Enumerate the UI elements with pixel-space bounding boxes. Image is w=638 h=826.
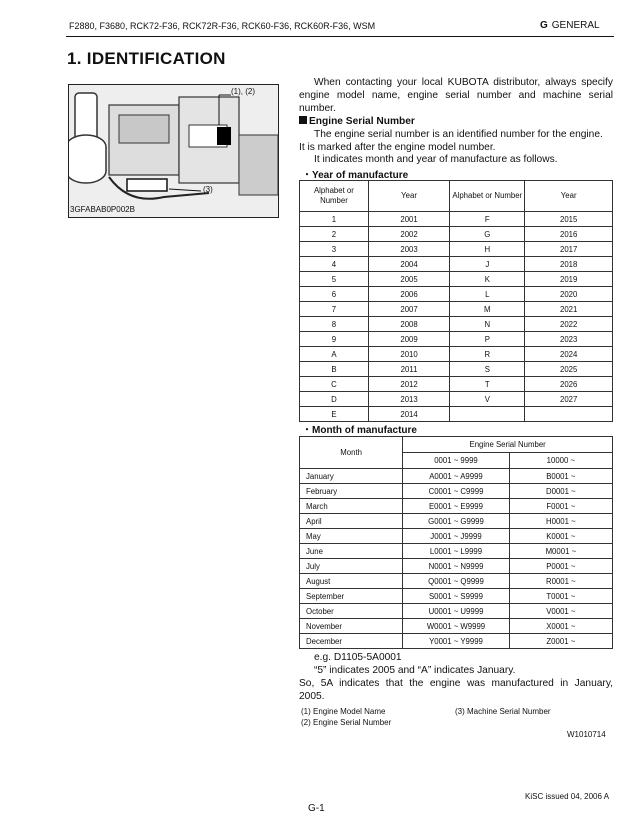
- year-table-row: [300, 407, 613, 422]
- month-name-cell: May: [300, 529, 403, 544]
- year-table-cell: 5: [300, 272, 369, 287]
- year-table-cell: 2013: [368, 392, 449, 407]
- year-table-cell: L: [450, 287, 525, 302]
- document-code: W1010714: [567, 730, 606, 739]
- header-models: F2880, F3680, RCK72-F36, RCK72R-F36, RCK60-F36, RCK60R-F36, WSM: [69, 21, 376, 31]
- year-table-cell: 2017: [525, 242, 613, 257]
- year-table-row: [300, 362, 613, 377]
- callout-3: (3): [203, 185, 213, 194]
- bullet-icon: ・: [302, 170, 312, 181]
- year-table-cell: 4: [300, 257, 369, 272]
- year-table-cell: 2025: [525, 362, 613, 377]
- square-bullet-icon: [299, 116, 307, 124]
- year-table-cell: 2012: [368, 377, 449, 392]
- year-table-cell: 2009: [368, 332, 449, 347]
- year-table-cell: 2016: [525, 227, 613, 242]
- year-heading-text: Year of manufacture: [312, 170, 409, 181]
- header-section: [540, 20, 600, 31]
- serial-range-cell: U0001 ~ U9999: [403, 604, 509, 619]
- month-name-cell: June: [300, 544, 403, 559]
- year-table-cell: 2020: [525, 287, 613, 302]
- serial-range-cell: Q0001 ~ Q9999: [403, 574, 509, 589]
- section-name: GENERAL: [551, 20, 600, 31]
- month-name-cell: November: [300, 619, 403, 634]
- year-col-header-3: Alphabet or Number: [450, 181, 525, 212]
- month-name-cell: March: [300, 499, 403, 514]
- year-table: [299, 180, 613, 422]
- legend-item-1: (1) Engine Model Name: [301, 707, 386, 716]
- year-table-row: [300, 332, 613, 347]
- year-table-cell: 2001: [368, 212, 449, 227]
- year-table-cell: 2014: [368, 407, 449, 422]
- month-name-cell: January: [300, 469, 403, 484]
- serial-range-cell: L0001 ~ L9999: [403, 544, 509, 559]
- example-line-1: e.g. D1105-5A0001: [314, 652, 402, 663]
- month-table-row: [300, 484, 613, 499]
- engine-serial-heading: [299, 115, 415, 128]
- serial-range-cell: Z0001 ~: [509, 634, 612, 649]
- month-name-cell: December: [300, 634, 403, 649]
- year-table-row: [300, 302, 613, 317]
- year-table-row: [300, 242, 613, 257]
- year-table-row: [300, 287, 613, 302]
- month-heading-text: Month of manufacture: [312, 425, 417, 436]
- year-table-cell: 2024: [525, 347, 613, 362]
- year-table-cell: 2003: [368, 242, 449, 257]
- year-table-cell: 2002: [368, 227, 449, 242]
- year-table-cell: 3: [300, 242, 369, 257]
- year-table-cell: A: [300, 347, 369, 362]
- legend-item-2: (2) Engine Serial Number: [301, 718, 392, 727]
- range-header-2: 10000 ~: [509, 453, 612, 469]
- engine-serial-heading-text: Engine Serial Number: [309, 116, 415, 127]
- year-table-cell: 2007: [368, 302, 449, 317]
- year-table-cell: 2006: [368, 287, 449, 302]
- year-table-row: [300, 212, 613, 227]
- month-name-cell: February: [300, 484, 403, 499]
- serial-range-cell: M0001 ~: [509, 544, 612, 559]
- serial-range-cell: P0001 ~: [509, 559, 612, 574]
- month-name-cell: September: [300, 589, 403, 604]
- month-table-row: [300, 499, 613, 514]
- year-table-cell: [450, 407, 525, 422]
- year-table-cell: T: [450, 377, 525, 392]
- year-table-cell: K: [450, 272, 525, 287]
- serial-range-cell: T0001 ~: [509, 589, 612, 604]
- month-table-row: [300, 589, 613, 604]
- month-name-cell: April: [300, 514, 403, 529]
- figure-id: 3GFABAB0P002B: [70, 205, 135, 214]
- year-table-cell: G: [450, 227, 525, 242]
- year-table-cell: 2: [300, 227, 369, 242]
- year-table-row: [300, 227, 613, 242]
- section-letter: G: [540, 20, 548, 31]
- year-table-row: [300, 317, 613, 332]
- range-header-1: 0001 ~ 9999: [403, 453, 509, 469]
- year-table-row: [300, 272, 613, 287]
- year-table-cell: 2022: [525, 317, 613, 332]
- example-line-2: “5” indicates 2005 and “A” indicates January.: [314, 665, 516, 676]
- serial-range-cell: X0001 ~: [509, 619, 612, 634]
- year-table-row: [300, 392, 613, 407]
- month-table-row: [300, 544, 613, 559]
- page-title: 1. IDENTIFICATION: [67, 49, 226, 68]
- intro-line-3: number.: [299, 103, 336, 114]
- serial-range-cell: N0001 ~ N9999: [403, 559, 509, 574]
- year-table-cell: F: [450, 212, 525, 227]
- year-heading: [302, 166, 408, 181]
- year-table-cell: P: [450, 332, 525, 347]
- year-table-cell: E: [300, 407, 369, 422]
- callout-1-2: (1), (2): [231, 87, 255, 96]
- year-table-cell: H: [450, 242, 525, 257]
- year-table-cell: 2027: [525, 392, 613, 407]
- month-table-row: [300, 529, 613, 544]
- engine-serial-line-1: The engine serial number is an identified number for the engine.: [314, 129, 603, 140]
- year-table-cell: 2011: [368, 362, 449, 377]
- year-col-header-4: Year: [525, 181, 613, 212]
- serial-range-cell: E0001 ~ E9999: [403, 499, 509, 514]
- month-col-header: Month: [300, 437, 403, 469]
- example-line-4: 2005.: [299, 691, 325, 702]
- page-number: G-1: [308, 803, 325, 814]
- serial-range-cell: K0001 ~: [509, 529, 612, 544]
- year-table-cell: 2004: [368, 257, 449, 272]
- month-name-cell: July: [300, 559, 403, 574]
- month-table-row: [300, 619, 613, 634]
- year-table-cell: V: [450, 392, 525, 407]
- year-table-cell: 2021: [525, 302, 613, 317]
- serial-range-cell: H0001 ~: [509, 514, 612, 529]
- year-col-header-2: Year: [368, 181, 449, 212]
- example-line-3: So, 5A indicates that the engine was manufactured in January,: [299, 678, 613, 689]
- month-table-row: [300, 559, 613, 574]
- year-table-cell: 1: [300, 212, 369, 227]
- engine-figure: [68, 84, 279, 218]
- serial-range-cell: A0001 ~ A9999: [403, 469, 509, 484]
- year-table-row: [300, 257, 613, 272]
- serial-range-cell: Y0001 ~ Y9999: [403, 634, 509, 649]
- year-table-cell: 2019: [525, 272, 613, 287]
- serial-range-cell: W0001 ~ W9999: [403, 619, 509, 634]
- year-table-cell: 8: [300, 317, 369, 332]
- year-table-cell: 2008: [368, 317, 449, 332]
- serial-range-cell: G0001 ~ G9999: [403, 514, 509, 529]
- bullet-icon: ・: [302, 425, 312, 436]
- engine-serial-line-3: It indicates month and year of manufacture as follows.: [314, 154, 558, 165]
- month-table-row: [300, 604, 613, 619]
- year-table-cell: 2023: [525, 332, 613, 347]
- month-table-row: [300, 514, 613, 529]
- serial-range-cell: J0001 ~ J9999: [403, 529, 509, 544]
- serial-range-cell: D0001 ~: [509, 484, 612, 499]
- intro-line-1: When contacting your local KUBOTA distributor, always specify: [314, 77, 613, 88]
- year-table-cell: N: [450, 317, 525, 332]
- year-table-cell: D: [300, 392, 369, 407]
- issue-info: KiSC issued 04, 2006 A: [525, 792, 610, 801]
- year-table-cell: 9: [300, 332, 369, 347]
- month-table-row: [300, 574, 613, 589]
- year-table-cell: 7: [300, 302, 369, 317]
- serial-range-cell: B0001 ~: [509, 469, 612, 484]
- year-table-row: [300, 377, 613, 392]
- serial-range-cell: F0001 ~: [509, 499, 612, 514]
- year-table-row: [300, 347, 613, 362]
- serial-range-cell: C0001 ~ C9999: [403, 484, 509, 499]
- month-table: [299, 436, 613, 649]
- header-rule: [66, 36, 614, 37]
- month-name-cell: August: [300, 574, 403, 589]
- year-table-cell: 2005: [368, 272, 449, 287]
- engine-serial-line-2: It is marked after the engine model number.: [299, 142, 496, 153]
- serial-range-cell: S0001 ~ S9999: [403, 589, 509, 604]
- serial-range-cell: V0001 ~: [509, 604, 612, 619]
- legend-item-3: (3) Machine Serial Number: [455, 707, 551, 716]
- year-table-cell: 6: [300, 287, 369, 302]
- year-table-cell: C: [300, 377, 369, 392]
- year-table-cell: 2015: [525, 212, 613, 227]
- month-table-row: [300, 469, 613, 484]
- year-table-cell: J: [450, 257, 525, 272]
- serial-col-header: Engine Serial Number: [403, 437, 613, 453]
- year-col-header-1: Alphabet or Number: [300, 181, 369, 212]
- year-table-cell: 2026: [525, 377, 613, 392]
- year-table-cell: M: [450, 302, 525, 317]
- year-table-cell: [525, 407, 613, 422]
- month-heading: [302, 421, 417, 436]
- month-name-cell: October: [300, 604, 403, 619]
- year-table-cell: B: [300, 362, 369, 377]
- engine-illustration: [69, 85, 278, 217]
- month-table-row: [300, 634, 613, 649]
- year-table-cell: R: [450, 347, 525, 362]
- year-table-cell: 2018: [525, 257, 613, 272]
- serial-range-cell: R0001 ~: [509, 574, 612, 589]
- year-table-cell: 2010: [368, 347, 449, 362]
- intro-line-2: engine model name, engine serial number and machine serial: [299, 90, 613, 101]
- year-table-cell: S: [450, 362, 525, 377]
